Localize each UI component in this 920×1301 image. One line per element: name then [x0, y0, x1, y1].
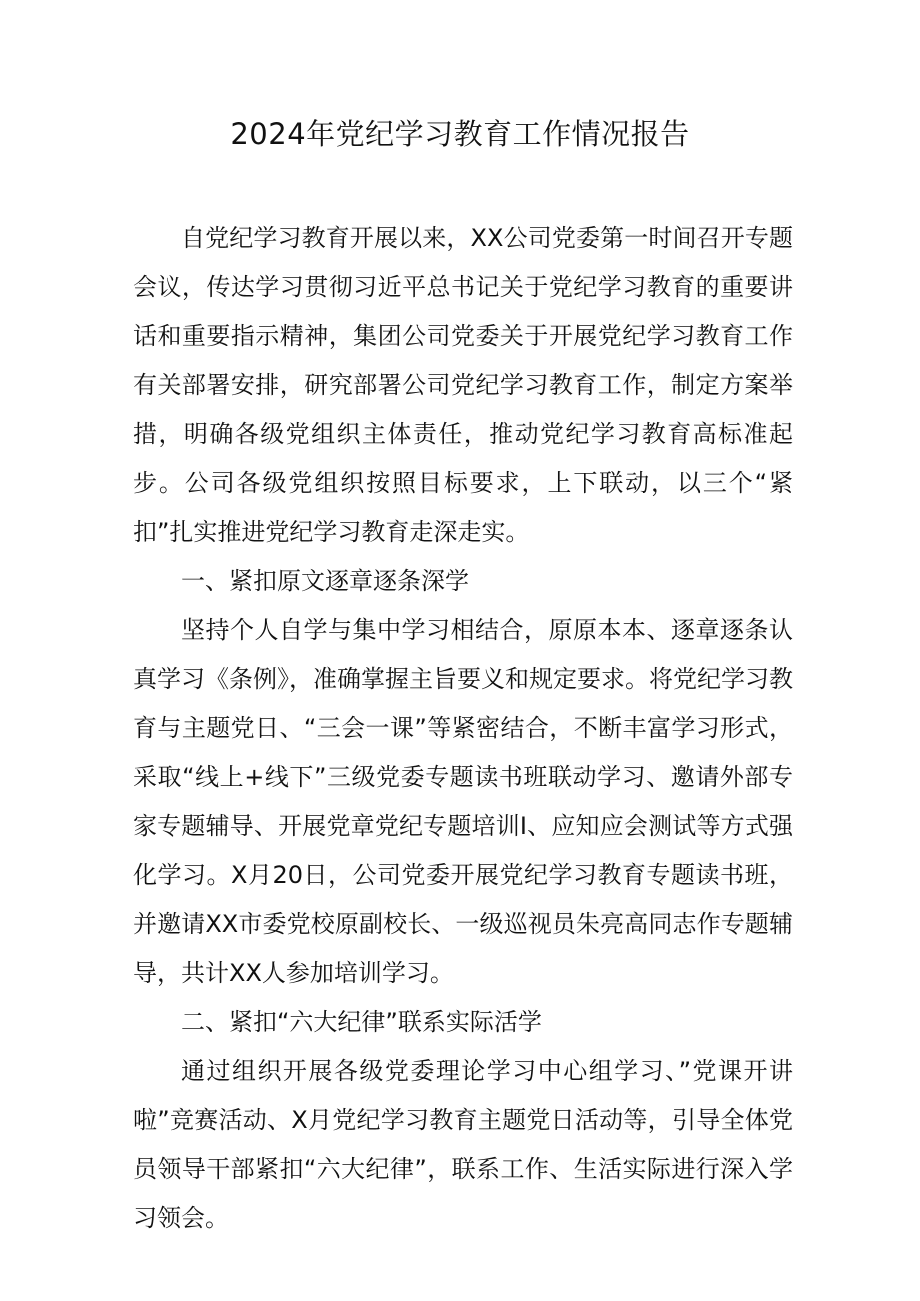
section-heading-2: 二、紧扣“六大纪律”联系实际活学 — [181, 1008, 542, 1036]
intro-paragraph: 自党纪学习教育开展以来，XX公司党委第一时间召开专题会议，传达学习贯彻习近平总书记关于党纪学习教育的重要讲话和重要指示精神，集团公司党委关于开展党纪学习教育工作有关部署安排，研究部署公司党纪学习教育工作，制定方案举措，明确各级党组织主体责任，推动党纪学习教育高标准起步。公司各级党组织按照目标要求，上下联动，以三个“紧扣”扎实推进党纪学习教育走深走实。 — [133, 224, 793, 546]
section-heading-1: 一、紧扣原文逐章逐条深学 — [181, 567, 469, 595]
section-2-paragraph: 通过组织开展各级党委理论学习中心组学习、”党课开讲啦”竞赛活动、X月党纪学习教育主题党日活动等，引导全体党员领导干部紧扣“六大纪律”，联系工作、生活实际进行深入学习领会。 — [133, 1057, 793, 1232]
document-title: 2024年党纪学习教育工作情况报告 — [230, 117, 690, 151]
section-1-paragraph: 坚持个人自学与集中学习相结合，原原本本、逐章逐条认真学习《条例》，准确掌握主旨要义和规定要求。将党纪学习教育与主题党日、“三会一课”等紧密结合，不断丰富学习形式，采取“线上+线下”三级党委专题读书班联动学习、邀请外部专家专题辅导、开展党章党纪专题培训I、应知应会测试等方式强化学习。X月20日，公司党委开展党纪学习教育专题读书班，并邀请XX市委党校原副校长、一级巡视员朱亮高同志作专题辅导，共计XX人参加培训学习。 — [133, 616, 793, 987]
document-body — [133, 214, 793, 1243]
